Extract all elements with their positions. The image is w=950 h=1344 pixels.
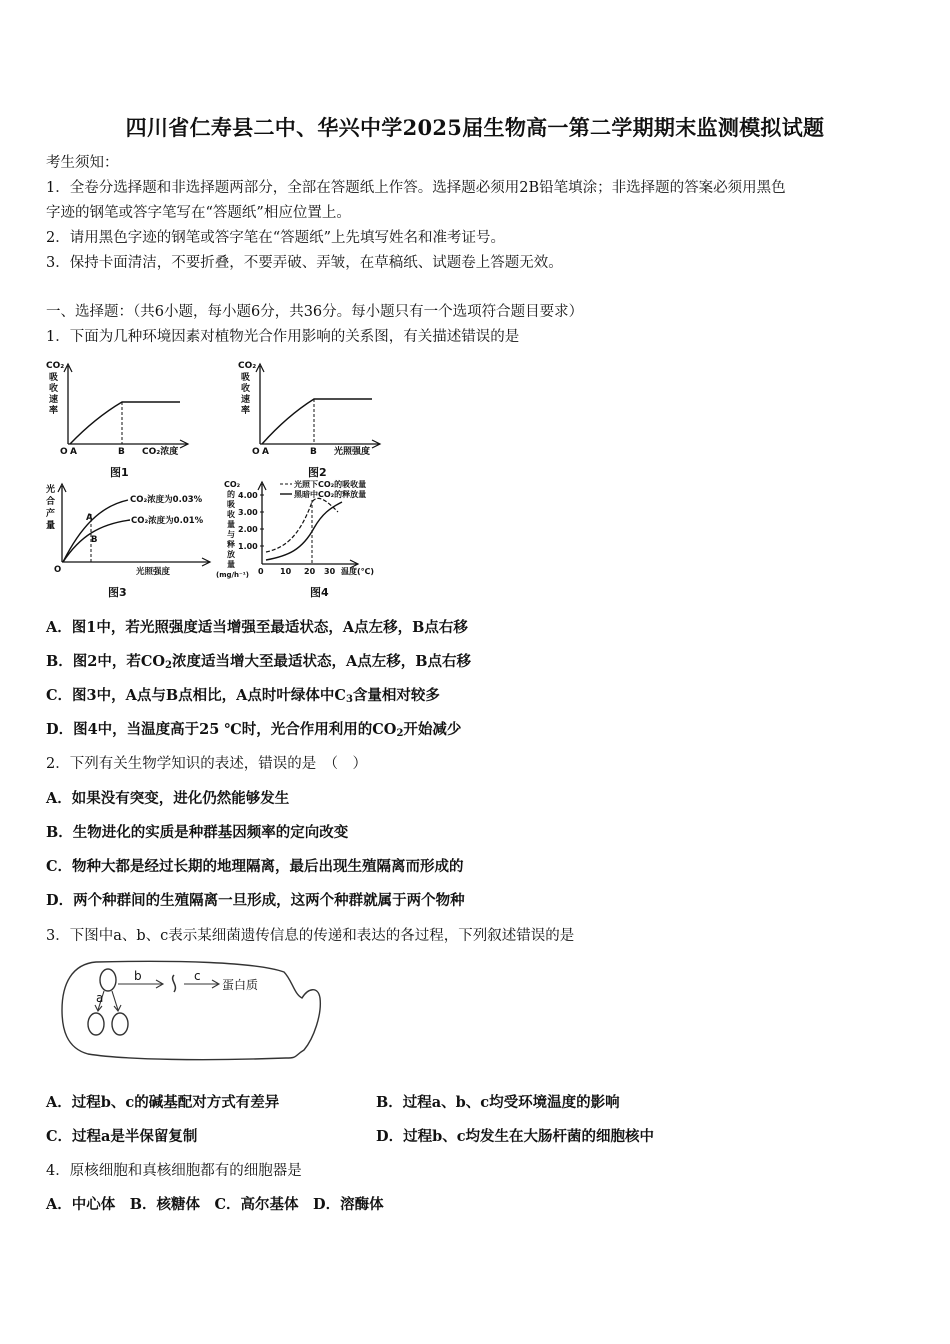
svg-text:速: 速 — [49, 395, 59, 405]
svg-text:量: 量 — [227, 520, 235, 529]
figure-3-graph — [40, 478, 220, 606]
fig3-point-a: A — [86, 513, 93, 523]
label-c: c — [194, 969, 201, 983]
q1-option-d: D．图4中，当温度高于25 ℃时，光合作用利用的$CO_2$开始减少 — [46, 721, 462, 739]
question-1-stem: 1．下面为几种环境因素对植物光合作用影响的关系图，有关描述错误的是 — [46, 329, 520, 345]
notice-item: 字迹的钢笔或答字笔写在“答题纸”相应位置上。 — [46, 205, 351, 221]
fig4-ytick: 4.00 — [238, 491, 258, 500]
svg-text:率: 率 — [241, 406, 251, 416]
svg-text:吸: 吸 — [241, 373, 251, 383]
fig4-ytick: 2.00 — [238, 525, 258, 534]
fig4-ytick: 3.00 — [238, 508, 258, 517]
svg-text:吸: 吸 — [49, 373, 59, 383]
q2-option-a: A．如果没有突变，进化仍然能够发生 — [46, 790, 290, 807]
fig4-legend2: 黑暗中CO₂的释放量 — [294, 490, 367, 499]
figure-1-graph — [40, 356, 205, 481]
q2-option-c: C．物种大都是经过长期的地理隔离，最后出现生殖隔离而形成的 — [46, 858, 464, 875]
section-heading: 一、选择题：（共6小题，每小题6分，共36分。每小题只有一个选项符合题目要求） — [46, 304, 584, 320]
fig1-xlabel: CO₂浓度 — [142, 447, 179, 457]
fig1-point-a: A — [70, 447, 77, 457]
fig2-xlabel: 光照强度 — [334, 447, 371, 457]
fig3-point-b: B — [91, 535, 98, 545]
svg-text:的: 的 — [227, 490, 235, 499]
fig4-ylabel: CO₂ — [224, 480, 241, 489]
label-protein: 蛋白质 — [222, 978, 259, 992]
svg-text:吸: 吸 — [227, 500, 235, 509]
fig4-caption: 图4 — [310, 586, 329, 599]
q3-option-d: D．过程b、c均发生在大肠杆菌的细胞核中 — [376, 1128, 655, 1145]
fig3-curve1-label: CO₂浓度为0.03% — [130, 495, 203, 505]
fig3-caption: 图3 — [108, 586, 127, 599]
q2-option-b: B．生物进化的实质是种群基因频率的定向改变 — [46, 824, 349, 841]
fig2-origin: O — [252, 447, 260, 457]
dna-copy-left — [88, 1013, 104, 1035]
q2-option-d: D．两个种群间的生殖隔离一旦形成，这两个种群就属于两个物种 — [46, 892, 465, 909]
fig2-point-b: B — [310, 447, 317, 457]
fig4-xtick: 20 — [304, 567, 316, 576]
fig4-legend1: 光照下CO₂的吸收量 — [294, 480, 367, 489]
svg-text:收: 收 — [241, 384, 251, 394]
q1-option-b: B．图2中，若$CO_2$浓度适当增大至最适状态，A点左移，B点右移 — [46, 653, 472, 671]
bacterium-diagram — [56, 958, 326, 1063]
question-2-stem: 2．下列有关生物学知识的表述，错误的是 （ ） — [46, 756, 367, 772]
fig4-xlabel: 温度(℃) — [341, 567, 374, 576]
svg-text:与: 与 — [227, 530, 235, 539]
fig4-yunit: (mg/h⁻¹) — [216, 571, 250, 579]
q1-option-a: A．图1中，若光照强度适当增强至最适状态，A点左移，B点右移 — [46, 619, 468, 636]
mrna-icon — [173, 975, 176, 992]
svg-text:放: 放 — [227, 550, 235, 559]
fig1-caption: 图1 — [110, 466, 129, 479]
fig3-curve2-label: CO₂浓度为0.01% — [131, 516, 204, 526]
fig4-xtick: 30 — [324, 567, 336, 576]
notice-item: 3．保持卡面清洁，不要折叠，不要弄破、弄皱，在草稿纸、试题卷上答题无效。 — [46, 255, 563, 271]
svg-text:量: 量 — [227, 560, 235, 569]
svg-text:速: 速 — [241, 395, 251, 405]
svg-text:合: 合 — [46, 497, 56, 507]
figure-2-graph — [232, 356, 397, 481]
fig3-xlabel: 光照强度 — [136, 567, 171, 577]
notice-item: 2．请用黑色字迹的钢笔或答字笔在“答题纸”上先填写姓名和准考证号。 — [46, 230, 506, 246]
label-b: b — [134, 969, 142, 983]
fig4-xtick: 10 — [280, 567, 292, 576]
svg-text:释: 释 — [227, 540, 235, 549]
svg-text:产: 产 — [46, 509, 56, 519]
figure-4-graph — [214, 478, 392, 606]
dna-copy-right — [112, 1013, 128, 1035]
q4-options: A．中心体 B．核糖体 C．高尔基体 D．溶酶体 — [46, 1196, 384, 1213]
fig2-ylabel: CO₂ — [238, 361, 257, 371]
svg-text:收: 收 — [49, 384, 59, 394]
fig1-point-b: B — [118, 447, 125, 457]
fig3-origin: O — [54, 565, 62, 575]
q3-option-b: B．过程a、b、c均受环境温度的影响 — [376, 1094, 620, 1111]
dna-circle — [100, 969, 116, 991]
svg-text:量: 量 — [46, 521, 56, 531]
fig2-curve — [262, 399, 372, 444]
notice-item: 1．全卷分选择题和非选择题两部分，全部在答题纸上作答。选择题必须用2B铅笔填涂；非选择题的答案必须用黑色 — [46, 180, 786, 196]
fig1-curve — [70, 402, 180, 444]
fig3-ylabel: 光 — [46, 485, 56, 495]
fig1-ylabel: CO₂ — [46, 361, 65, 371]
notice-heading: 考生须知： — [46, 155, 119, 171]
fig1-origin: O — [60, 447, 68, 457]
fig4-dark-curve — [266, 502, 342, 560]
label-a: a — [96, 991, 104, 1005]
fig4-ytick: 1.00 — [238, 542, 258, 551]
svg-text:收: 收 — [227, 510, 235, 519]
q3-option-a: A．过程b、c的碱基配对方式有差异 — [46, 1094, 280, 1111]
q1-option-c: C．图3中，A点与B点相比，A点时叶绿体中$C_3$含量相对较多 — [46, 687, 440, 705]
fig4-origin: 0 — [258, 567, 264, 576]
page-title: 四川省仁寿县二中、华兴中学2025届生物高一第二学期期末监测模拟试题 — [125, 115, 825, 140]
question-4-stem: 4．原核细胞和真核细胞都有的细胞器是 — [46, 1163, 302, 1179]
fig2-point-a: A — [262, 447, 269, 457]
q3-option-c: C．过程a是半保留复制 — [46, 1128, 198, 1145]
question-3-stem: 3．下图中a、b、c表示某细菌遗传信息的传递和表达的各过程，下列叙述错误的是 — [46, 928, 575, 944]
svg-text:率: 率 — [49, 406, 59, 416]
fig2-caption: 图2 — [308, 466, 327, 479]
